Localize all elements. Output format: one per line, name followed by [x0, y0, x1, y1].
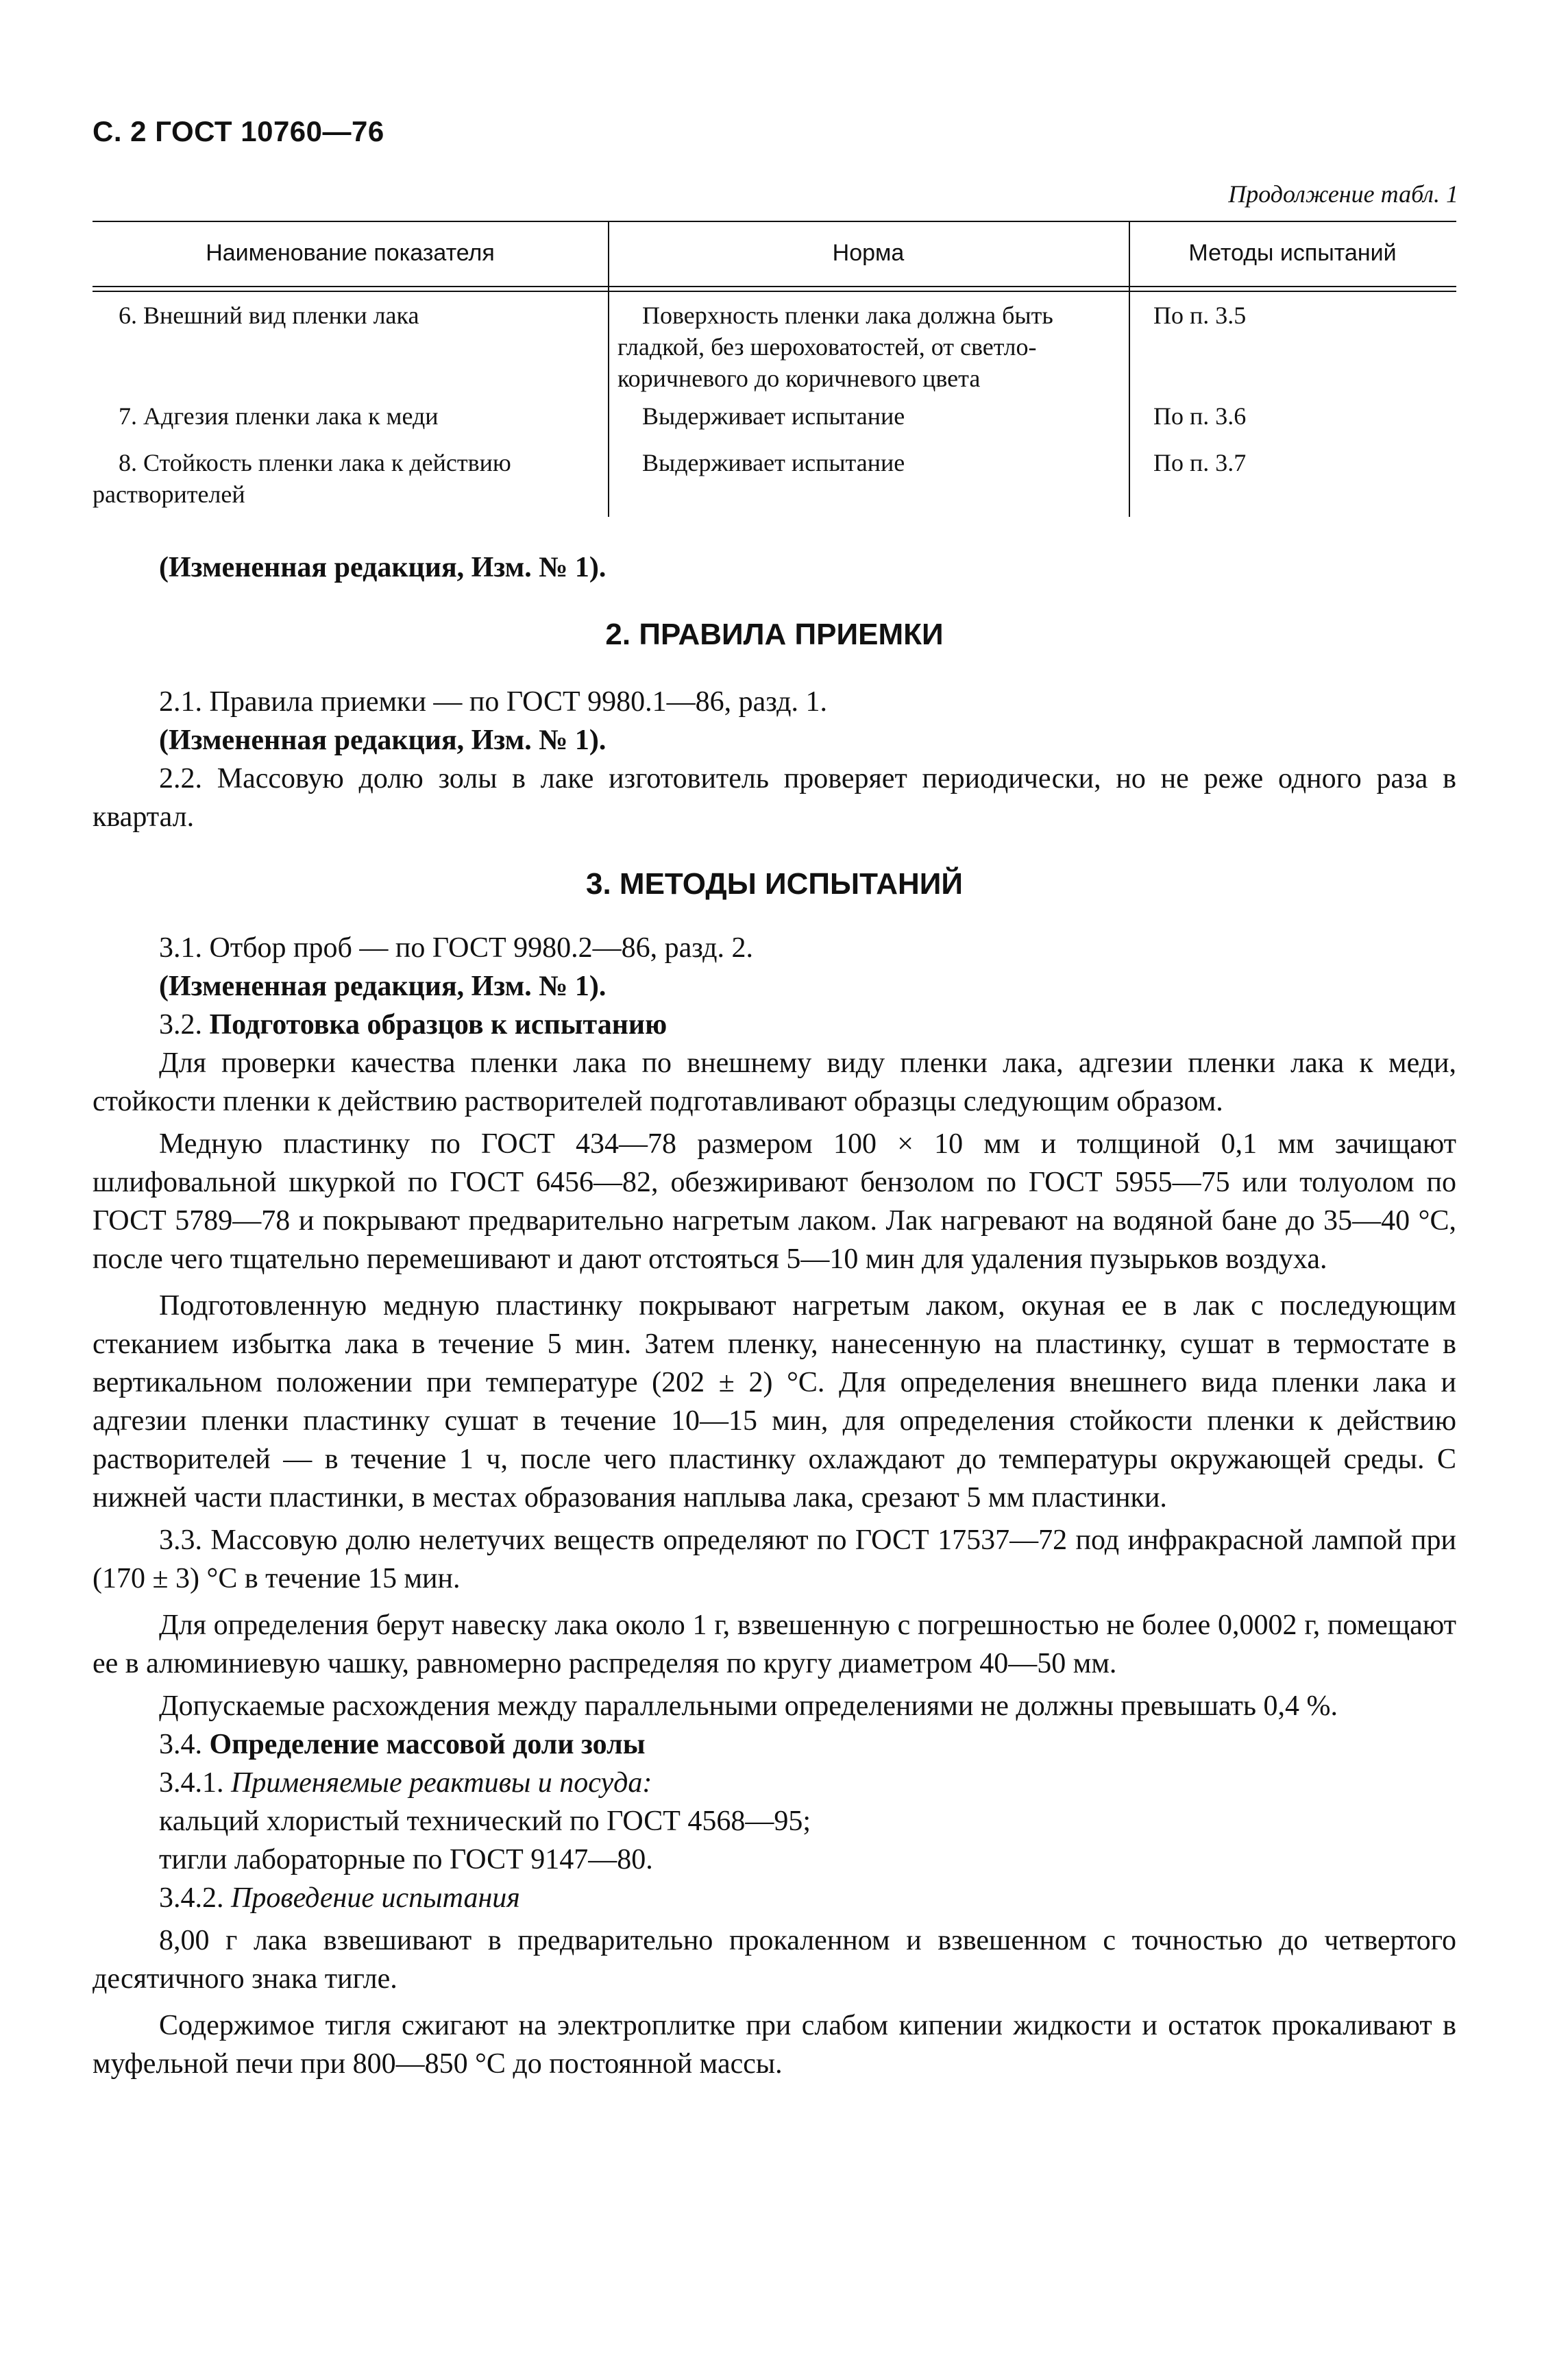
clause-2-1: 2.1. Правила приемки — по ГОСТ 9980.1—86, разд. 1. [159, 686, 828, 718]
clause-number: 3.4.1. [159, 1767, 224, 1799]
clause-heading: Определение массовой доли золы [209, 1729, 646, 1760]
name-line: растворителей [93, 481, 245, 508]
table-row-8-name [93, 447, 607, 510]
clause-3-3-para-b: Для определения берут навеску лака около 1 г, взвешенную с погрешностью не более 0,0002 г, помещают ее в алюминиевую чашку, равномерно распределяя по кругу диаметром 40—50 мм. [93, 1609, 1456, 1679]
clause-3-4-2-para-b: Содержимое тигля сжигают на электроплитке при слабом кипении жидкости и остаток прокаливают в муфельной печи при 800—850 °С до постоянной массы. [93, 2010, 1456, 2080]
clause-3-1-note: (Измененная редакция, Изм. № 1). [159, 971, 607, 1002]
table-row-6-norm [617, 300, 1121, 394]
column-divider-2 [1129, 221, 1130, 517]
clause-3-3: 3.3. Массовую долю нелетучих веществ определяют по ГОСТ 17537—72 под инфракрасной лампой при (170 ± 3) °С в течение 15 мин. [93, 1524, 1456, 1594]
clause-2-1-note: (Измененная редакция, Изм. № 1). [159, 725, 607, 756]
amendment-note: (Измененная редакция, Изм. № 1). [159, 552, 607, 583]
column-divider-1 [608, 221, 609, 517]
table-row-7-norm: Выдерживает испытание [642, 402, 905, 430]
section-2 [93, 616, 1456, 654]
amendment-note-table [93, 548, 1456, 587]
section-3-title: 3. МЕТОДЫ ИСПЫТАНИЙ [586, 867, 963, 901]
clause-2-2: 2.2. Массовую долю золы в лаке изготовитель проверяет периодически, но не реже одного раза в квартал. [93, 763, 1456, 833]
column-header-norm: Норма [832, 240, 905, 266]
table-continuation-note: Продолжение табл. 1 [1228, 180, 1458, 208]
clause-3-3-para-c: Допускаемые расхождения между параллельными определениями не должны превышать 0,4 %. [159, 1690, 1338, 1722]
section-3 [93, 865, 1456, 903]
table-top-rule [93, 221, 1456, 222]
table-row-7-name: 7. Адгезия пленки лака к меди [119, 402, 439, 430]
clause-number: 3.4.2. [159, 1882, 224, 1914]
clause-3-4 [93, 1725, 1456, 1764]
clause-3-2 [93, 1006, 1456, 1044]
norm-line: коричневого до коричневого цвета [617, 365, 981, 392]
table-row-6-method: По п. 3.5 [1153, 302, 1247, 329]
column-header-methods: Методы испытаний [1188, 240, 1397, 266]
table-row-8-method: По п. 3.7 [1153, 449, 1247, 476]
name-line: 8. Стойкость пленки лака к действию [119, 449, 511, 476]
table-header-rule [93, 286, 1456, 292]
clause-number: 3.2. [159, 1009, 202, 1041]
section-3-body [93, 929, 1456, 2083]
clause-number: 3.4. [159, 1729, 202, 1760]
running-head: С. 2 ГОСТ 10760—76 [93, 115, 384, 147]
norm-line: Поверхность пленки лака должна быть [642, 302, 1053, 329]
clause-3-2-para-a: Для проверки качества пленки лака по внешнему виду пленки лака, адгезии пленки лака к меди, стойкости пленки к действию растворителей подготавливают образцы следующим образом. [93, 1047, 1456, 1117]
clause-3-4-1 [93, 1764, 1456, 1802]
reagent-item-1: кальций хлористый технический по ГОСТ 4568—95; [159, 1806, 811, 1837]
clause-3-2-para-b: Медную пластинку по ГОСТ 434—78 размером 100 × 10 мм и толщиной 0,1 мм зачищают шлифовальной шкуркой по ГОСТ 6456—82, обезжиривают бензолом по ГОСТ 5955—75 или толуолом по ГОСТ 5789—78 и покрывают предварительно нагретым лаком. Лак нагревают на водяной бане до 35—40 °С, после чего тщательно перемешивают и дают отстояться 5—10 мин для удаления пузырьков воздуха. [93, 1128, 1456, 1275]
section-2-body [93, 683, 1456, 836]
clause-heading: Проведение испытания [231, 1882, 520, 1914]
clause-3-4-2 [93, 1879, 1456, 1917]
section-2-title: 2. ПРАВИЛА ПРИЕМКИ [605, 618, 944, 651]
table-row-6-name: 6. Внешний вид пленки лака [119, 302, 419, 329]
clause-heading: Применяемые реактивы и посуда: [231, 1767, 652, 1799]
reagent-item-2: тигли лабораторные по ГОСТ 9147—80. [159, 1844, 653, 1875]
column-header-indicator: Наименование показателя [206, 240, 495, 266]
clause-3-1: 3.1. Отбор проб — по ГОСТ 9980.2—86, разд. 2. [159, 932, 753, 964]
table-row-8-norm: Выдерживает испытание [642, 449, 905, 476]
norm-line: гладкой, без шероховатостей, от светло- [617, 333, 1037, 361]
clause-3-2-para-c: Подготовленную медную пластинку покрывают нагретым лаком, окуная ее в лак с последующим стеканием избытка лака в течение 5 мин. Затем пленку, нанесенную на пластинку, сушат в термостате в вертикальном положении при температуре (202 ± 2) °С. Для определения внешнего вида пленки лака и адгезии пленки пластинку сушат в течение 10—15 мин, для определения стойкости пленки к действию растворителей — в течение 1 ч, после чего пластинку охлаждают до температуры окружающей среды. С нижней части пластинки, в местах образования наплыва лака, срезают 5 мм пластинки. [93, 1290, 1456, 1514]
table-row-7-method: По п. 3.6 [1153, 402, 1247, 430]
clause-3-4-2-para-a: 8,00 г лака взвешивают в предварительно прокаленном и взвешенном с точностью до четвертого десятичного знака тигле. [93, 1925, 1456, 1995]
clause-heading: Подготовка образцов к испытанию [209, 1009, 667, 1041]
